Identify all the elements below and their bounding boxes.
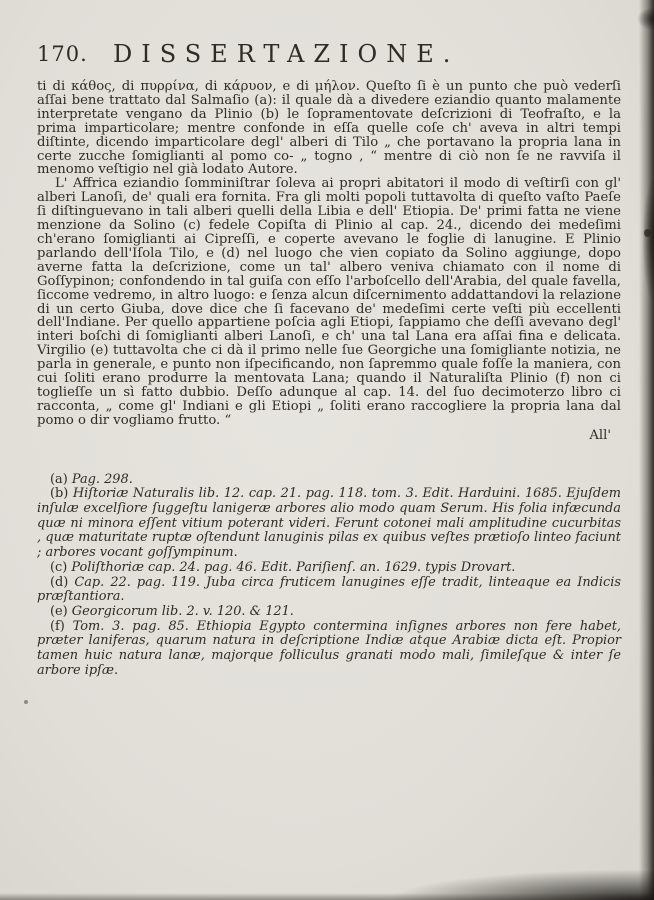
catchword: All' [589, 427, 611, 443]
footnote-label: (a) [50, 471, 68, 487]
page-header [37, 38, 621, 80]
paragraph-continuation: ti di κάθος, di πυρρίνα, di κάρυον, e di μήλον. Queſto ſi è un punto che può vederſi aſſai bene trattato dal Salmaſio (a): il quale dà a divedere eziandio quanto malamente interpretate vengano da Plinio (b) le ſopramentovate deſcrizioni di Teofraſto, e la prima imparticolare; mentre confonde in eſſa quelle coſe ch' aveva in altri tempi diſtinte, dicendo imparticolare degl' alberi di Tilo „ che portavano la propria lana in certe zucche ſomiglianti al pomo co- „ togno , “ mentre di ciò non ſe ne ravviſa il menomo veſtigio nel già lodato Autore. [37, 79, 621, 178]
footnote-text: Pag. 298. [71, 471, 133, 487]
page-content [37, 38, 621, 679]
footnote-label: (f) [50, 618, 65, 634]
scan-edge-blot [643, 180, 654, 300]
scan-edge-shadow-bottom [0, 893, 654, 900]
footnote-e [37, 605, 621, 620]
running-title: DISSERTAZIONE. [113, 40, 460, 68]
scan-corner-shadow [394, 870, 654, 900]
footnote-text: Hiſtoriæ Naturalis lib. 12. cap. 21. pag. 118. tom. 3. Edit. Harduini. 1685. Ejuſdem inſulæ excelſiore ſuggeſtu lanigeræ arbores alio modo quam Serum. His folia infæcunda quæ ni minora eſſent vitium poterant videri. Ferunt cotonei mali amplitudine cucurbitas , quæ maturitate ruptæ oſtendunt lanuginis pilas ex quibus veſtes prætioſo linteo faciunt ; arbores vocant goſſympinum. [37, 486, 621, 561]
footnote-label: (c) [50, 559, 68, 575]
footnote-a [37, 473, 621, 488]
page-number: 170. [37, 42, 88, 66]
footnote-b [37, 487, 621, 561]
footnote-text: Tom. 3. pag. 85. Ethiopia Egypto contermina inſignes arbores non fere habet, præter laniferas, quarum natura in deſcriptione Indiæ atque Arabiæ dicta eſt. Propior tamen huic natura lanæ, majorque folliculus granati modo mali, ſimileſque & inter ſe arbore ipſæ. [37, 618, 621, 678]
ink-speck [644, 229, 651, 237]
footnote-f [37, 620, 621, 679]
scan-edge-shadow-right [639, 0, 654, 900]
footnote-text: Georgicorum lib. 2. v. 120. & 121. [71, 603, 294, 619]
footnote-label: (b) [50, 486, 69, 502]
footnote-label: (d) [50, 574, 69, 590]
scan-top-right-mark [638, 8, 654, 30]
body-text [37, 80, 621, 443]
footnotes-section [37, 473, 621, 679]
footnote-text: Poliſthoriæ cap. 24. pag. 46. Edit. Pariſienſ. an. 1629. typis Drovart. [71, 559, 516, 575]
paragraph-affrica: L' Affrica eziandio ſomminiſtrar ſoleva ai propri abitatori il modo di veſtirſi con gl' alberi Lanoſi, de' quali era fornita. Fra gli molti popoli tuttavolta di queſto vaſto Paeſe ſi diſtinguevano in tali alberi quelli della Libia e dell' Etiopia. De' primi fatta ne viene menzione da Solino (c) fedele Copiſta di Plinio al cap. 24., dicendo dei medeſimi ch'erano ſomiglianti ai Cipreſſi, e coperte avevano le foglie di lanugine. E Plinio parlando dell'Iſola Tilo, e (d) nel luogo che vien copiato da Solino aggiunge, dopo averne fatta la deſcrizione, come un tal' albero veniva chiamato con il nome di Goſſypinon; confondendo in tal guiſa con eſſo l'arboſcello dell'Arabia, del quale favella, ſiccome vedremo, in altro luogo: e ſenza alcun diſcernimento addattandovi la relazione di un certo Giuba, dove dice che ſi facevano de' medeſimi certe veſti più eccellenti dell'Indiane. Per quello appartiene poſcia agli Etiopi, ſappiamo che deſſi avevano degl' interi boſchi di ſomiglianti alberi Lanoſi, e ch' una tal Lana era aſſai fina e delicata. Virgilio (e) tuttavolta che ci dà il primo nelle ſue Georgiche una ſomigliante notizia, ne parla in generale, e punto non iſpecificando, non ſapremmo quale foſſe la maniera, con cui ſoliti erano produrre la mentovata Lana; quando il Naturaliſta Plinio (f) non ci toglieſſe un sì fatto dubbio. Deſſo adunque al cap. 14. del ſuo decimoterzo libro ci racconta, „ come gl' Indiani e gli Etiopi „ ſoliti erano raccogliere la propria lana dal pomo o dir vogliamo frutto. “ [37, 176, 621, 428]
footnote-c [37, 561, 621, 576]
ink-speck [24, 700, 28, 704]
footnote-text: Cap. 22. pag. 119. Juba circa fruticem lanugines eſſe tradit, linteaque ea Indicis præſtantiora. [37, 574, 621, 605]
footnote-label: (e) [50, 603, 68, 619]
footnote-d [37, 576, 621, 605]
